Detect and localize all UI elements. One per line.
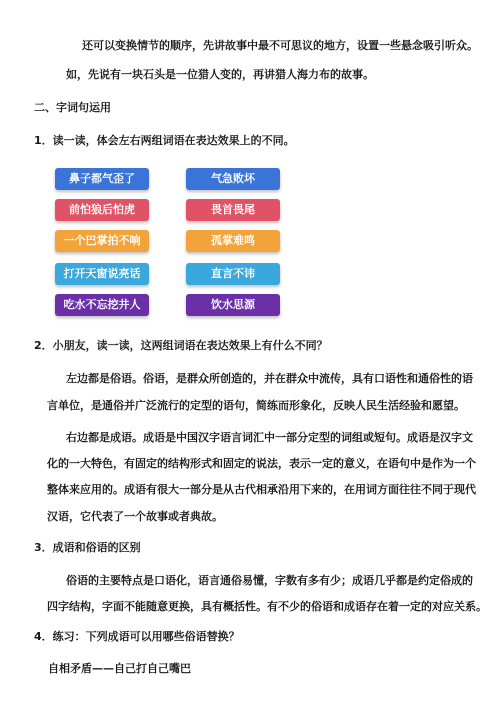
paragraph-line: 化的一大特色，有固定的结构形式和固定的说法，表示一定的意义，在语句中是作为一个 [47,457,476,470]
paragraph-line: 俗语的主要特点是口语化，语言通俗易懂，字数有多有少；成语几乎都是约定俗成的 [66,574,473,587]
paragraph-line: 四字结构，字面不能随意更换，具有概括性。有不少的俗语和成语存在着一定的对应关系。 [47,600,487,613]
intro-line-1: 还可以变换情节的顺序，先讲故事中最不可思议的地方，设置一些悬念吸引听众。 [82,39,478,52]
idiom-tag-right: 畏首畏尾 [186,199,280,221]
question-4-title: 4．练习：下列成语可以用哪些俗语替换？ [34,630,240,643]
idiom-tag-left: 一个巴掌拍不响 [55,230,149,252]
answer-line: 自相矛盾——自己打自己嘴巴 [48,662,191,675]
paragraph-line: 言单位，是通俗并广泛流行的定型的语句，简练而形象化，反映人民生活经验和愿望。 [47,399,465,412]
paragraph-line: 汉语，它代表了一个故事或者典故。 [47,510,223,523]
idiom-tag-left: 鼻子都气歪了 [55,168,149,190]
idiom-tag-left: 前怕狼后怕虎 [55,199,149,221]
paragraph-line: 右边都是成语。成语是中国汉字语言词汇中一部分定型的词组或短句。成语是汉字文 [66,431,473,444]
idiom-tag-right: 直言不讳 [186,263,280,285]
idiom-tag-left: 打开天窗说亮话 [55,263,149,285]
idiom-tag-left: 吃水不忘挖井人 [55,294,149,316]
section-heading: 二、字词句运用 [34,101,111,114]
question-1-title: 1．读一读，体会左右两组词语在表达效果上的不同。 [34,134,295,147]
idiom-tag-right: 孤掌难鸣 [186,230,280,252]
idiom-tag-right: 气急败坏 [186,168,280,190]
paragraph-line: 左边都是俗语。俗语，是群众所创造的，并在群众中流传，具有口语性和通俗性的语 [66,372,473,385]
idiom-tag-right: 饮水思源 [186,294,280,316]
question-3-title: 3．成语和俗语的区别 [34,541,141,554]
paragraph-line: 整体来应用的。成语有很大一部分是从古代相承沿用下来的，在用词方面往往不同于现代 [47,483,476,496]
intro-line-2: 如，先说有一块石头是一位猎人变的，再讲猎人海力布的故事。 [66,68,374,81]
question-2-title: 2．小朋友，读一读，这两组词语在表达效果上有什么不同？ [34,339,328,352]
